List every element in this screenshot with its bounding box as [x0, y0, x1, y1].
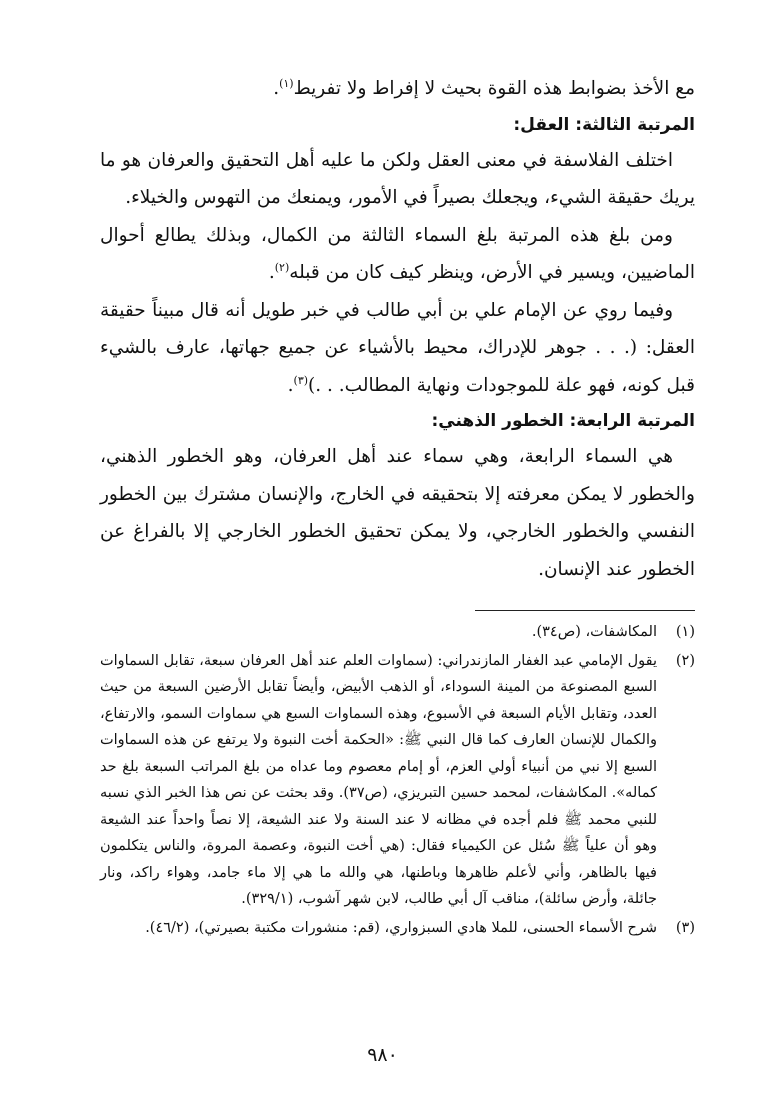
- paragraph-imam-ali-quote-text: وفيما روي عن الإمام علي بن أبي طالب في خبر طويل أنه قال مبيناً حقيقة العقل: (. . . جوهر للإدراك، محيط بالأشياء عن جميع جهاتها، عارف بالشيء قبل كونه، فهو علة للموجودات ونهاية المطالب. . .): [100, 299, 695, 396]
- footnote-ref-2: (٢): [274, 260, 290, 274]
- footnotes: [100, 619, 695, 941]
- footnote-1: [100, 619, 695, 646]
- footnote-text: يقول الإمامي عبد الغفار المازندراني: (سماوات العلم عند أهل العرفان سبعة، تقابل السماوات السبع المصنوعة من المينة السوداء، أو الذهب الأبيض، وأيضاً تقابل الأرضين السبعة من حيث العدد، وتقابل الأيام السبعة في الأسبوع، وهذه السماوات السبع هي سماوات السمو، والارتفاع، والكمال للإنسان العارف كما قال النبي ﷺ: «الحكمة أخت النبوة ولا يرتفع عن هذه السماوات السبع إلا نبي من أنبياء أولي العزم، أو إمام معصوم وما عداه من بلغ المراتب السبعة بلغ حد كماله». المكاشفات، لمحمد حسين التبريزي، (ص٣٧). وقد بحثت عن نص هذا الخبر الذي نسبه للنبي محمد ﷺ فلم أجده في مظانه لا عند السنة ولا عند الشيعة، إلا نصاً واحداً عند الشيعة وهو أن علياً ﷺ سُئل عن الكيمياء فقال: (هي أخت النبوة، وعصمة المروة، والناس يتكلمون فيها بالظاهر، وأني لأعلم ظاهرها وباطنها، هي والله ما هي إلا ماء جامد، وهواء راكد، ونار جائلة، وأرض سائلة)، مناقب آل أبي طالب، لابن شهر آشوب، (٣٢٩/١).: [100, 652, 657, 907]
- footnote-text: شرح الأسماء الحسنى، للملا هادي السبزواري، (قم: منشورات مكتبة بصيرتي)، (٤٦/٢).: [145, 919, 657, 936]
- intro-paragraph: [100, 70, 695, 108]
- footnote-3: [100, 915, 695, 942]
- footnote-number: (٣): [675, 919, 695, 936]
- footnote-ref-3: (٣): [293, 373, 309, 387]
- heading-third-rank: المرتبة الثالثة: العقل:: [513, 114, 695, 135]
- paragraph-reason-definition: اختلف الفلاسفة في معنى العقل ولكن ما عليه أهل التحقيق والعرفان هو ما يريك حقيقة الشيء، ويجعلك بصيراً في الأمور، ويمنعك من التهوس والخيلاء.: [100, 149, 695, 208]
- page-body: [100, 70, 695, 943]
- footnote-number: (١): [675, 624, 695, 640]
- footnote-text: المكاشفات، (ص٣٤).: [531, 624, 657, 640]
- heading-fourth-rank: المرتبة الرابعة: الخطور الذهني:: [431, 411, 695, 431]
- intro-end: .: [273, 78, 280, 99]
- paragraph-imam-ali-quote-end: .: [287, 374, 294, 396]
- paragraph-imam-ali-quote: [100, 292, 695, 405]
- footnote-2: [100, 648, 695, 913]
- footnote-ref-1: (١): [279, 76, 294, 90]
- page-number: ٩٨٠: [367, 1044, 398, 1066]
- footnote-number: (٢): [675, 652, 695, 669]
- footnote-divider: [475, 610, 695, 611]
- paragraph-third-heaven: [100, 217, 695, 292]
- intro-text: مع الأخذ بضوابط هذه القوة بحيث لا إفراط ولا تفريط: [293, 78, 695, 99]
- paragraph-third-heaven-text: ومن بلغ هذه المرتبة بلغ السماء الثالثة من الكمال، وبذلك يطالع أحوال الماضيين، ويسير في الأرض، وينظر كيف كان من قبله: [100, 224, 695, 283]
- paragraph-third-heaven-end: .: [268, 262, 275, 283]
- paragraph-mental-thought: هي السماء الرابعة، وهي سماء عند أهل العرفان، وهو الخطور الذهني، والخطور لا يمكن معرفته إلا بتحقيقه في الخارج، والإنسان مشترك بين الخطور النفسي والخطور الخارجي، ولا يمكن تحقيق الخطور الخارجي إلا بالفراغ عن الخطور عند الإنسان.: [100, 446, 695, 580]
